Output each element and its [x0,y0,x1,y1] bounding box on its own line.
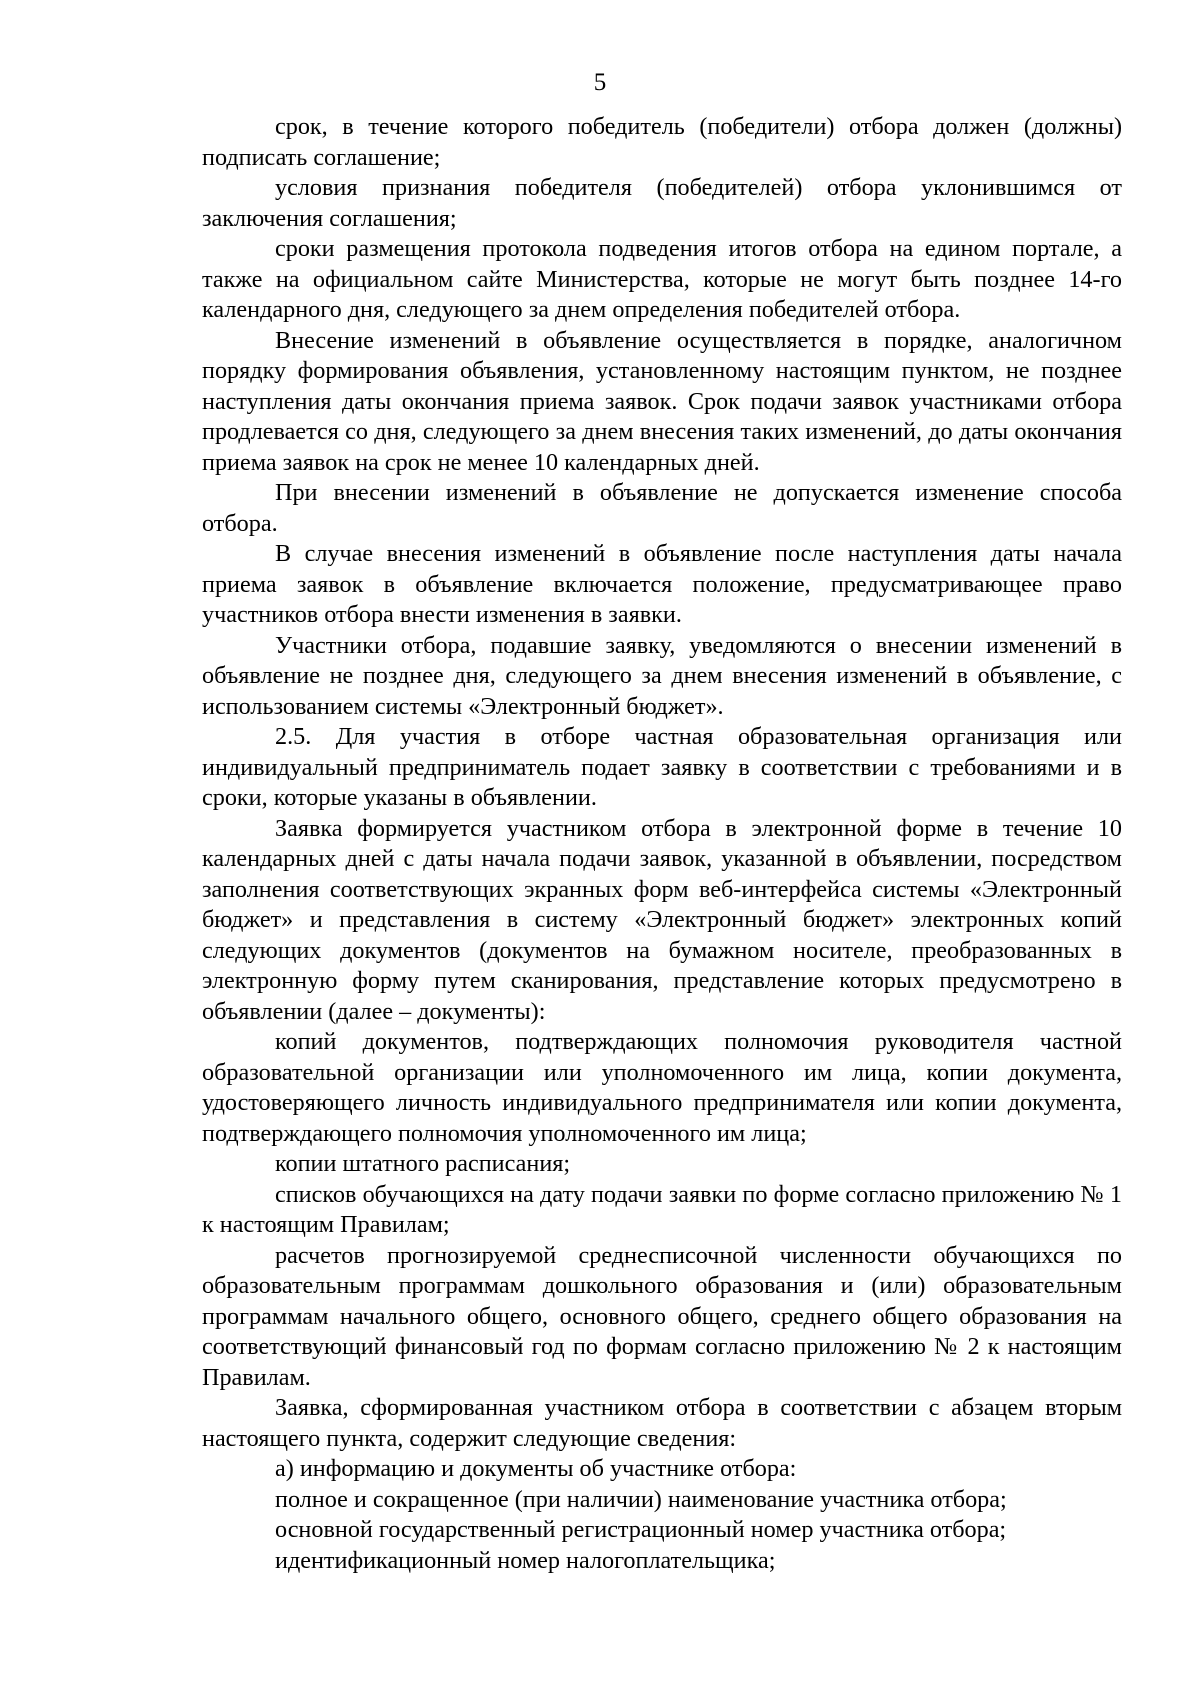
paragraph: условия признания победителя (победителей) отбора уклонившимся от заключения соглашения; [202,174,1122,232]
paragraph: срок, в течение которого победитель (победители) отбора должен (должны) подписать соглашение; [202,113,1122,171]
paragraph: списков обучающихся на дату подачи заявки по форме согласно приложению № 1 к настоящим Правилам; [202,1180,1122,1238]
paragraph: При внесении изменений в объявление не допускается изменение способа отбора. [202,479,1122,537]
paragraph: В случае внесения изменений в объявление после наступления даты начала приема заявок в объявление включается положение, предусматривающее право участников отбора внести изменения в заявки. [202,540,1122,628]
paragraph: основной государственный регистрационный номер участника отбора; [275,1516,1007,1543]
paragraph: а) информацию и документы об участнике отбора: [275,1455,797,1482]
paragraph: Заявка, сформированная участником отбора в соответствии с абзацем вторым настоящего пункта, содержит следующие сведения: [202,1394,1122,1452]
document-body [202,112,1122,1576]
paragraph: сроки размещения протокола подведения итогов отбора на едином портале, а также на официальном сайте Министерства, которые не могут быть позднее 14-го календарного дня, следующего за днем определения победителей отбора. [202,235,1122,323]
paragraph: Участники отбора, подавшие заявку, уведомляются о внесении изменений в объявление не позднее дня, следующего за днем внесения изменений в объявление, с использованием системы «Электронный бюджет». [202,631,1122,720]
paragraph: 2.5. Для участия в отборе частная образовательная организация или индивидуальный предприниматель подает заявку в соответствии с требованиями и в сроки, которые указаны в объявлении. [202,723,1122,811]
paragraph: полное и сокращенное (при наличии) наименование участника отбора; [275,1485,1007,1513]
paragraph: Внесение изменений в объявление осуществляется в порядке, аналогичном порядку формирования объявления, установленному настоящим пунктом, не позднее наступления даты окончания приема заявок. Срок подачи заявок участниками отбора продлевается со дня, следующего за днем внесения таких изменений, до даты окончания приема заявок на срок не менее 10 календарных дней. [202,326,1122,476]
paragraph: копии штатного расписания; [275,1150,571,1177]
paragraph: Заявка формируется участником отбора в электронной форме в течение 10 календарных дней с даты начала подачи заявок, указанной в объявлении, посредством заполнения соответствующих экранных форм веб-интерфейса системы «Электронный бюджет» и представления в систему «Электронный бюджет» электронных копий следующих документов (документов на бумажном носителе, преобразованных в электронную форму путем сканирования, представление которых предусмотрено в объявлении (далее – документы): [202,814,1122,1025]
paragraph: копий документов, подтверждающих полномочия руководителя частной образовательной организации или уполномоченного им лица, копии документа, удостоверяющего личность индивидуального предпринимателя или копии документа, подтверждающего полномочия уполномоченного им лица; [202,1028,1122,1147]
page-number: 5 [593,69,607,96]
paragraph: расчетов прогнозируемой среднесписочной численности обучающихся по образовательным программам дошкольного образования и (или) образовательным программам начального общего, основного общего, среднего общего образования на соответствующий финансовый год по формам согласно приложению № 2 к настоящим Правилам. [202,1241,1122,1391]
paragraph: идентификационный номер налогоплательщика; [275,1546,776,1574]
